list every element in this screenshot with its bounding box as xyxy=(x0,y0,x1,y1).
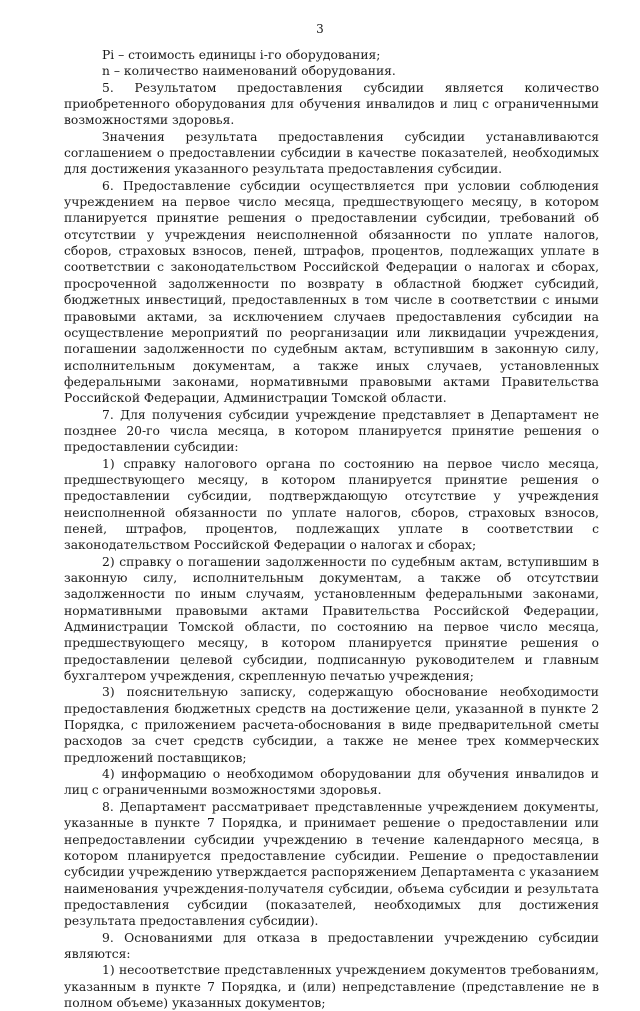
paragraph: 5. Результатом предоставления субсидии является количество приобретенного оборудования для обучения инвалидов и лиц с ограниченными возможностями здоровья. xyxy=(64,80,599,128)
paragraph: 8. Департамент рассматривает представленные учреждением документы, указанные в пункте 7 Порядка, и принимает решение о предоставлении или непредоставлении субсидии учреждению в течение календарного месяца, в котором планируется предоставление субсидии. Решение о предоставлении субсидии учреждению утверждается распоряжением Департамента с указанием наименования учреждения-получателя субсидии, объема субсидии и результата предоставления субсидии (показателей, необходимых для достижения результата предоставления субсидии). xyxy=(64,799,599,929)
paragraph: 6. Предоставление субсидии осуществляется при условии соблюдения учреждением на первое число месяца, предшествующего месяцу, в котором планируется принятие решения о предоставлении субсидии, требований об отсутствии у учреждения неисполненной обязанности по уплате налогов, сборов, страховых взносов, пеней, штрафов, процентов, подлежащих уплате в соответствии с законодательством Российской Федерации о налогах и сборах, просроченной задолженности по возврату в областной бюджет субсидий, бюджетных инвестиций, предоставленных в том числе в соответствии с иными правовыми актами, за исключением случаев предоставления субсидии на осуществление мероприятий по реорганизации или ликвидации учреждения, погашении задолженности по судебным актам, вступившим в законную силу, исполнительным документам, а также иных случаев, установленных федеральными законами, нормативными правовыми актами Правительства Российской Федерации, Администрации Томской области. xyxy=(64,178,599,406)
paragraph: Pi – стоимость единицы i-го оборудования; xyxy=(102,48,381,62)
paragraph: 1) справку налогового органа по состоянию на первое число месяца, предшествующего месяцу, в котором планируется принятие решения о предоставлении субсидии, подтверждающую отсутствие у учреждения неисполненной обязанности по уплате налогов, сборов, страховых взносов, пеней, штрафов, процентов, подлежащих уплате в соответствии с законодательством Российской Федерации о налогах и сборах; xyxy=(64,456,599,553)
paragraph: n – количество наименований оборудования. xyxy=(102,64,396,79)
paragraph: 3) пояснительную записку, содержащую обоснование необходимости предоставления бюджетных средств на достижение цели, указанной в пункте 2 Порядка, с приложением расчета-обоснования в виде предварительной сметы расходов за счет средств субсидии, а также не менее трех коммерческих предложений поставщиков; xyxy=(64,685,599,765)
page-number: 3 xyxy=(316,22,324,36)
document-body xyxy=(64,47,599,1011)
paragraph: 7. Для получения субсидии учреждение представляет в Департамент не позднее 20-го числа месяца, в котором планируется принятие решения о предоставлении субсидии: xyxy=(64,407,599,455)
paragraph: 9. Основаниями для отказа в предоставлении учреждению субсидии являются: xyxy=(64,930,599,961)
paragraph: Значения результата предоставления субсидии устанавливаются соглашением о предоставлении субсидии в качестве показателей, необходимых для достижения указанного результата предоставления субсидии. xyxy=(64,129,599,177)
paragraph: 1) несоответствие представленных учреждением документов требованиям, указанным в пункте 7 Порядка, и (или) непредставление (представление не в полном объеме) указанных документов; xyxy=(64,963,599,1010)
paragraph: 4) информацию о необходимом оборудовании для обучения инвалидов и лиц с ограниченными возможностями здоровья. xyxy=(64,767,599,798)
paragraph: 2) справку о погашении задолженности по судебным актам, вступившим в законную силу, исполнительным документам, а также об отсутствии задолженности по иным случаям, установленным федеральными законами, нормативными правовыми актами Правительства Российской Федерации, Администрации Томской области, по состоянию на первое число месяца, предшествующего месяцу, в котором планируется принятие решения о предоставлении целевой субсидии, подписанную руководителем и главным бухгалтером учреждения, скрепленную печатью учреждения; xyxy=(64,554,599,684)
